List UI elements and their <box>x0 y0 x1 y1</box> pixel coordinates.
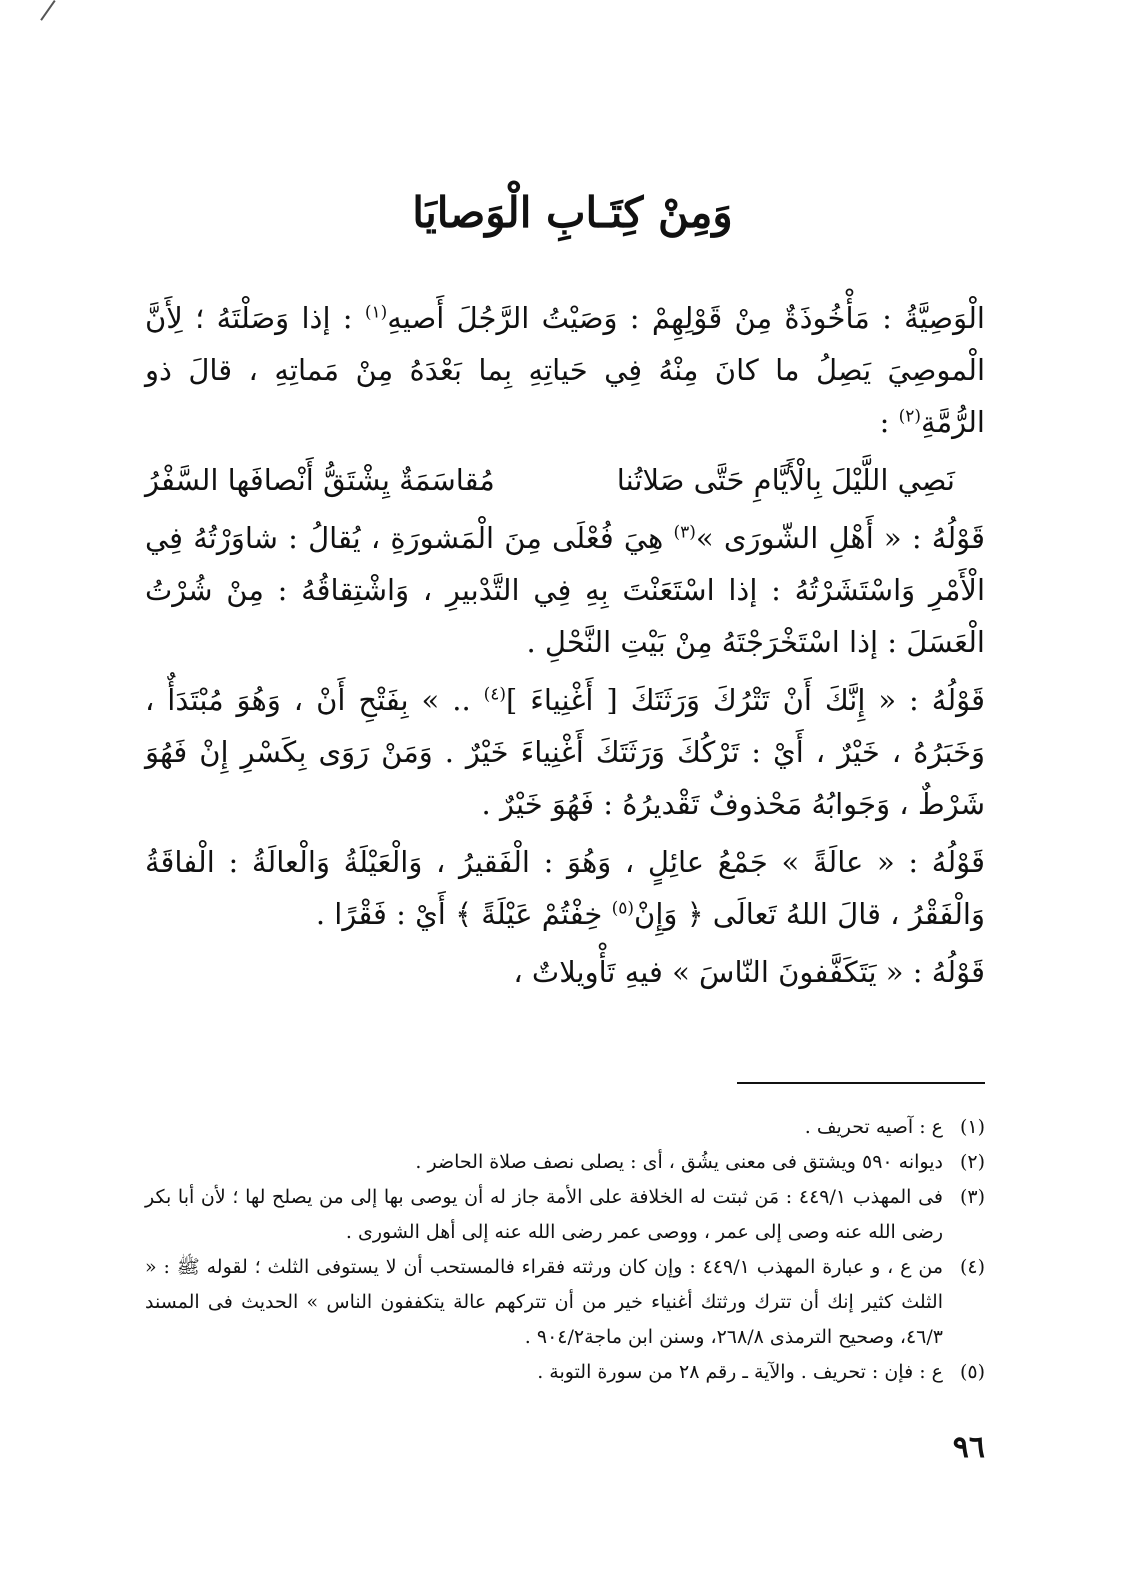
footnotes <box>145 1110 985 1390</box>
verse-second-hemistich: مُقاسَمَةٌ يِشْتَقُّ أَنْصافَها السَّفْرُ <box>145 463 495 497</box>
footnote-ref: (٥) <box>611 898 635 919</box>
paragraph-text: قَوْلُهُ : « أَهْلِ الشّورَى » <box>695 521 986 555</box>
paragraph-text: خِفْتُمْ عَيْلَةً ﴾ أَيْ : فَقْرًا . <box>315 897 612 931</box>
footnote-item <box>145 1355 985 1390</box>
footnote-item <box>145 1110 985 1145</box>
corner-mark <box>40 0 55 21</box>
footnote-text: ديوانه ٥٩٠ ويشتق فى معنى يشُق ، أى : يصلى نصف صلاة الحاضر . <box>415 1151 943 1173</box>
footnote-text: ع : آصيه تحريف . <box>804 1116 943 1138</box>
paragraph-text: : <box>879 405 899 439</box>
paragraph-text: : إذا وَصَلْتَهُ ؛ لِأَنَّ الْموصِيَ يَصِلُ ما كانَ مِنْهُ فِي حَياتِهِ بِما بَعْدَهُ مِنْ مَماتِهِ ، قالَ ذو الرُّمَّةِ <box>145 301 985 439</box>
paragraph-aala <box>145 836 985 940</box>
footnote-number: (١) <box>959 1116 985 1138</box>
chapter-title: وَمِنْ كِتَـابِ الْوَصايَا <box>412 188 733 237</box>
footnote-number: (٣) <box>959 1186 985 1208</box>
footnote-item <box>145 1250 985 1355</box>
footnote-text: فى المهذب ٤٤٩/١ : مَن ثبتت له الخلافة على الأمة جاز له أن يوصى بها إلى من يصلح لها ؛ لأن أبا بكر رضى الله عنه وصى إلى عمر ، ووصى عمر رضى الله عنه إلى أهل الشورى . <box>145 1186 944 1243</box>
page-number: ٩٦ <box>952 1430 985 1465</box>
paragraph-text: قَوْلُهُ : « إِنَّكَ أَنْ تَتْرُكَ وَرَثَتَكَ [ أَغْنِياءَ ] <box>506 683 985 717</box>
footnote-number: (٢) <box>959 1151 985 1173</box>
paragraph-text: قَوْلُهُ : « يَتَكَفَّفونَ النّاسَ » فيهِ تَأْويلاتٌ ، <box>513 955 985 989</box>
main-text <box>145 292 985 1004</box>
paragraph-definition <box>145 292 985 448</box>
footnote-number: (٤) <box>959 1256 985 1278</box>
poetry-verse <box>145 454 985 506</box>
footnote-ref: (١) <box>364 302 388 323</box>
footnote-ref: (٣) <box>673 522 696 543</box>
paragraph-heirs <box>145 674 985 830</box>
paragraph-shura <box>145 512 985 668</box>
footnote-item <box>145 1145 985 1180</box>
paragraph-yatakaffafun <box>145 946 985 998</box>
paragraph-text: الْوَصِيَّةُ : مَأْخُوذَةٌ مِنْ قَوْلِهِمْ : وَصَيْتُ الرَّجُلَ أَصيهِ <box>387 301 985 335</box>
footnote-number: (٥) <box>959 1361 985 1383</box>
paragraph-text: قَوْلُهُ : « عالَةً » جَمْعُ عائِلٍ ، وَهُوَ : الْفَقيرُ ، وَالْعَيْلَةُ وَالْعالَةُ : الْفاقَةُ وَالْفَقْرُ ، قالَ اللهُ تَعالَى ﴿ وَإِنْ <box>145 845 985 931</box>
footnote-separator <box>737 1082 985 1084</box>
paragraph-text: هِيَ فُعْلَى مِنَ الْمَشورَةِ ، يُقالُ : شاوَرْتُهُ فِي الْأَمْرِ وَاسْتَشَرْتُهُ : إذا اسْتَعَنْتَ بِهِ فِي التَّدْبيرِ ، وَاشْتِقاقُهُ : مِنْ شُرْتُ الْعَسَلَ : إذا اسْتَخْرَجْتَهُ مِنْ بَيْتِ النَّحْلِ . <box>145 521 985 659</box>
footnote-text: من ع ، و عبارة المهذب ٤٤٩/١ : وإن كان ورثته فقراء فالمستحب أن لا يستوفى الثلث ؛ لقوله ﷺ : « الثلث كثير إنك أن تترك ورثتك أغنياء خير من أن تتركهم عالة يتكففون الناس » الحديث فى المسند ٤٦/٣، وصحيح الترمذى ٢٦٨/٨، وسنن ابن ماجة٩٠٤/٢ . <box>145 1256 943 1348</box>
verse-first-hemistich: نَصِي اللَّيْلَ بِالْأَيَّامِ حَتَّى صَلاتُنا <box>616 463 955 497</box>
footnote-ref: (٢) <box>898 406 922 427</box>
footnote-text: ع : فإن : تحريف . والآية ـ رقم ٢٨ من سورة التوبة . <box>537 1361 943 1383</box>
footnote-item <box>145 1180 985 1250</box>
paragraph-text: .. » بِفَتْحِ أَنْ ، وَهُوَ مُبْتَدَأٌ ، وَخَبَرُهُ ، خَيْرٌ ، أَيْ : تَرْكُكَ وَرَثَتَكَ أَغْنِياءَ خَيْرٌ . وَمَنْ رَوَى بِكَسْرِ إِنْ فَهُوَ شَرْطٌ ، وَجَوابُهُ مَحْذوفٌ تَقْديرُهُ : فَهُوَ خَيْرٌ . <box>145 683 985 821</box>
footnote-ref: (٤) <box>483 684 507 705</box>
